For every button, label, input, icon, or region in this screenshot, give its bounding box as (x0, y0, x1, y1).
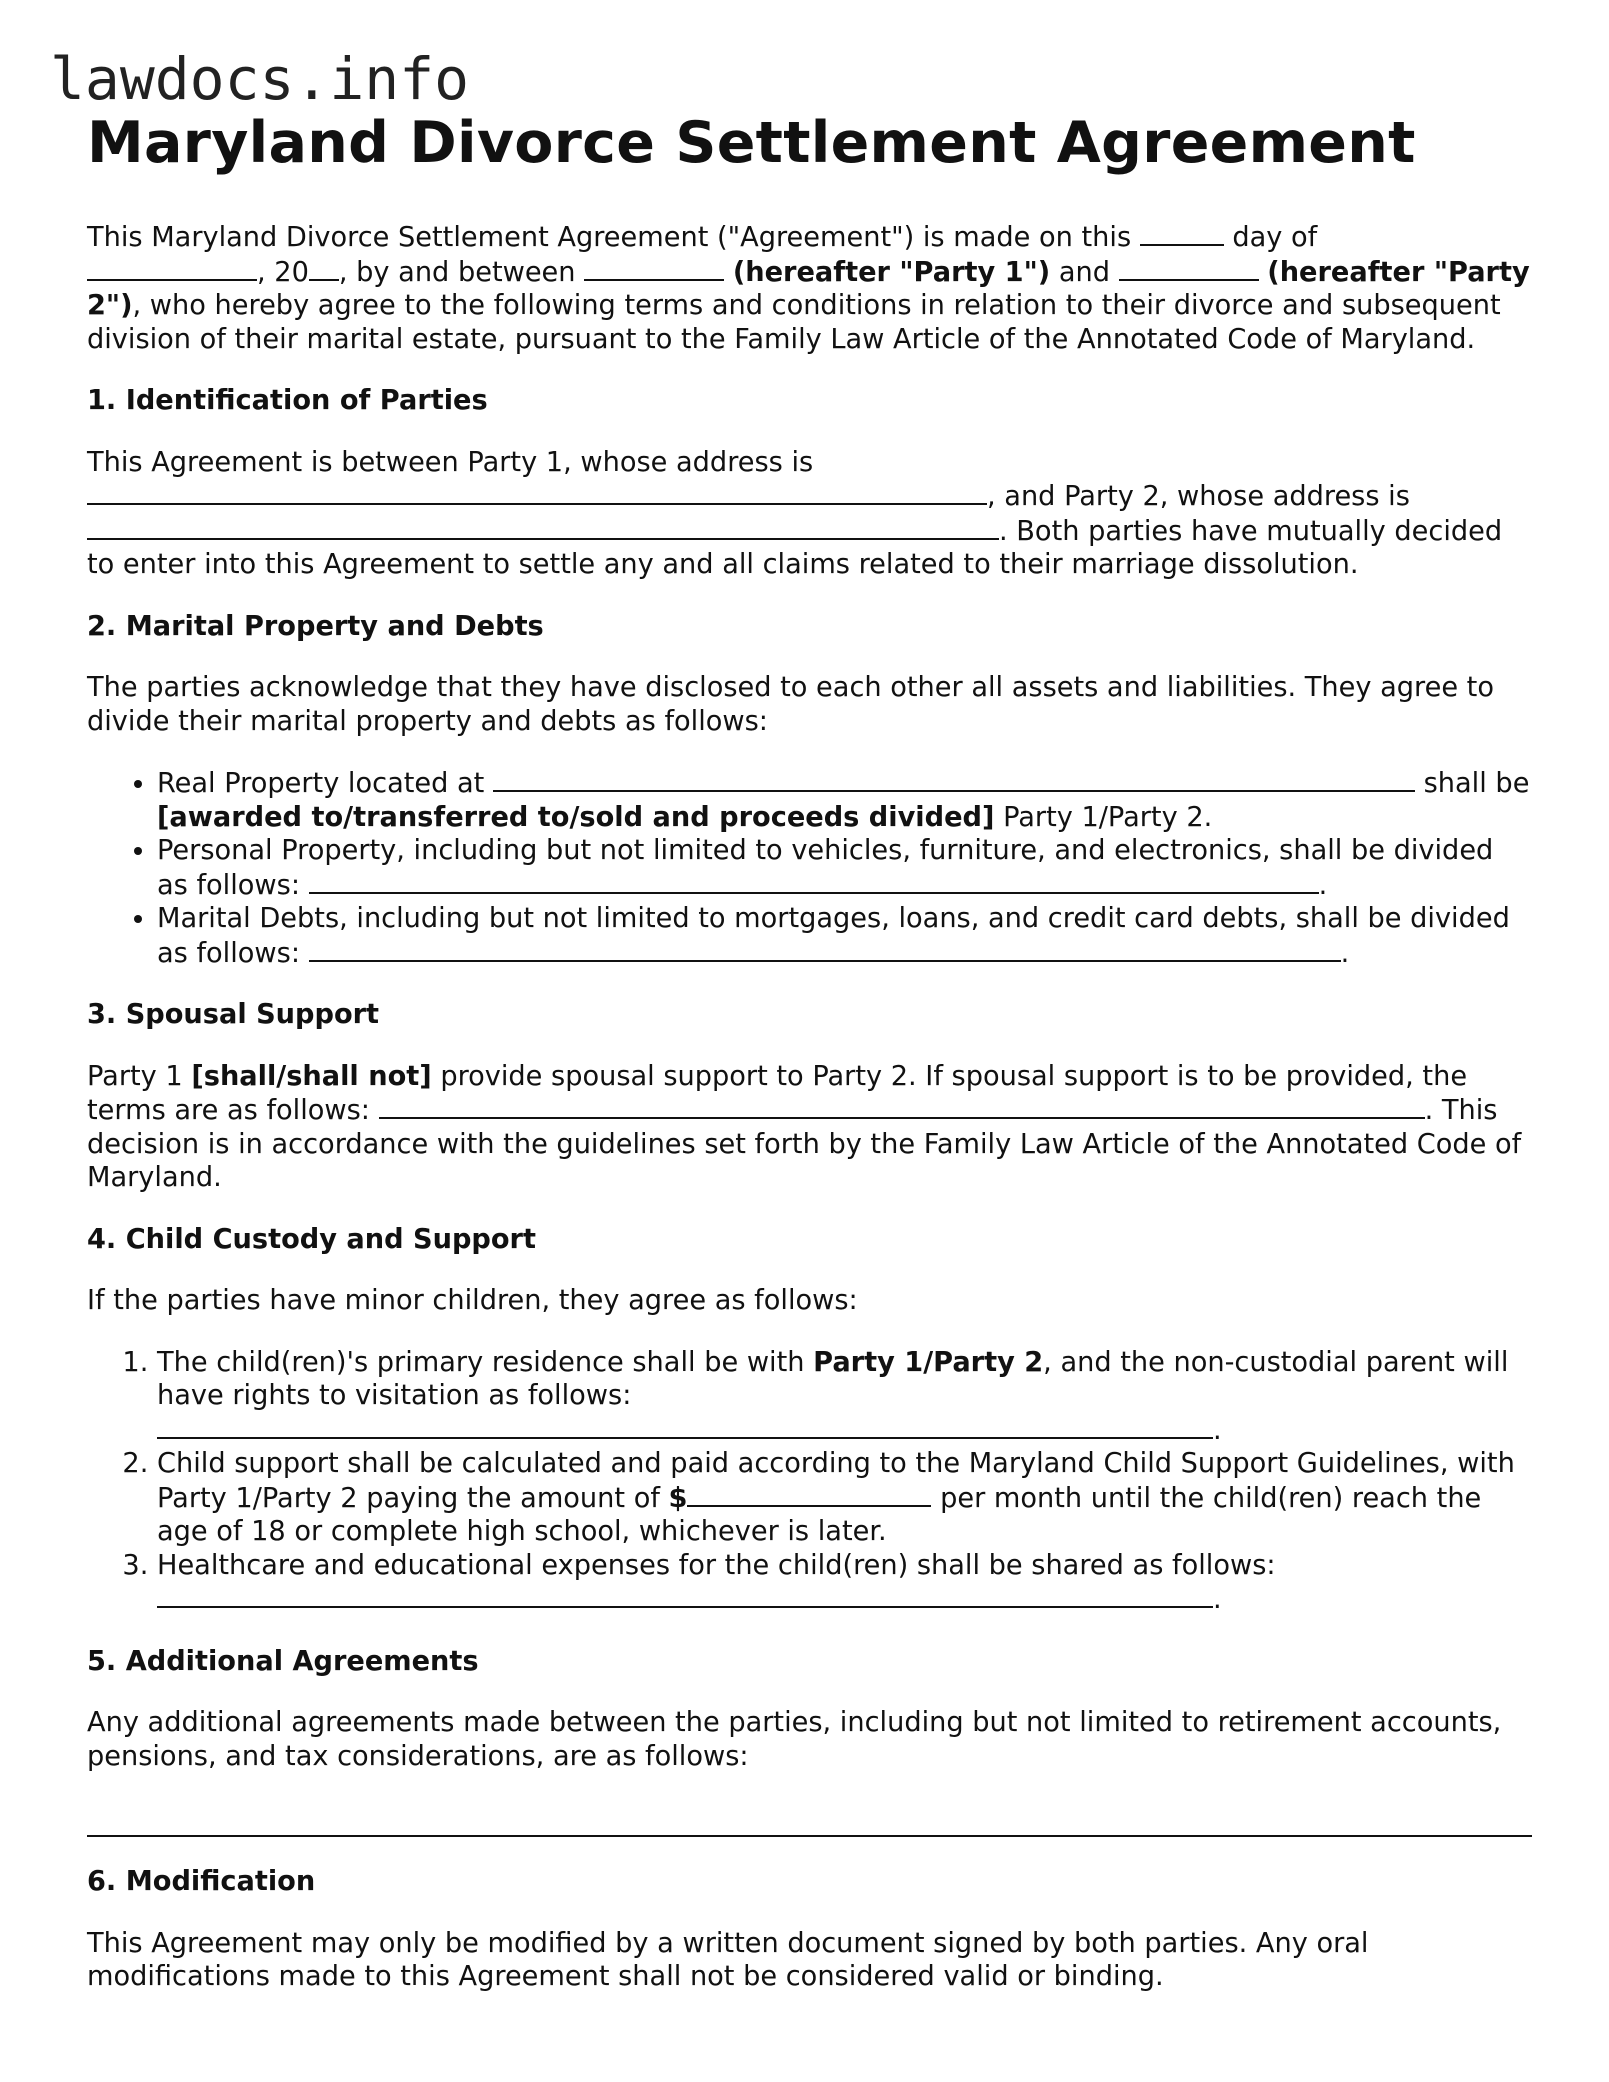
additional-agreements-blank[interactable] (87, 1835, 1532, 1837)
section-4-heading: 4. Child Custody and Support (87, 1223, 536, 1255)
list-item: • Marital Debts, including but not limited to mortgages, loans, and credit card debts, shall be divided as follows: . (157, 902, 1532, 970)
watermark: lawdocs.info (50, 45, 470, 113)
section-5-heading: 5. Additional Agreements (87, 1645, 479, 1677)
intro-paragraph: This Maryland Divorce Settlement Agreement ("Agreement") is made on this day of , 20 , by and between (hereafter "Party 1") and (hereafter "Party 2"), who hereby agree to the following terms and conditions in relation to their divorce and subsequent division of their marital estate, pursuant to the Family Law Article of the Annotated Code of Maryland. (87, 222, 1530, 355)
list-item: 1. The child(ren)'s primary residence shall be with Party 1/Party 2, and the non-custodial parent will have rights to visitation as follows: . (157, 1346, 1532, 1448)
spousal-support-blank[interactable] (379, 1093, 1425, 1119)
party1-address-blank[interactable] (87, 479, 987, 505)
section-2-heading: 2. Marital Property and Debts (87, 610, 544, 642)
month-blank[interactable] (87, 255, 257, 281)
section-1-heading: 1. Identification of Parties (87, 385, 488, 416)
section-2-paragraph: The parties acknowledge that they have disclosed to each other all assets and liabilities. They agree to divide their marital property and debts as follows: (87, 672, 1494, 737)
section-4-paragraph: If the parties have minor children, they agree as follows: (87, 1285, 858, 1316)
custody-list (87, 1346, 1532, 1617)
property-list (87, 766, 1532, 970)
document-page (87, 108, 1532, 1994)
section-6-paragraph: This Agreement may only be modified by a written document signed by both parties. Any oral modifications made to this Agreement shall not be considered valid or binding. (87, 1927, 1369, 1992)
personal-property-blank[interactable] (309, 868, 1319, 894)
day-blank[interactable] (1140, 220, 1224, 246)
section-3-paragraph: Party 1 [shall/shall not] provide spousal support to Party 2. If spousal support is to be provided, the terms are as follows: . This decision is in accordance with the guidelines set forth by the Family Law Article of the Annotated Code of Maryland. (87, 1060, 1522, 1193)
section-6-heading: 6. Modification (87, 1866, 316, 1897)
section-3-heading: 3. Spousal Support (87, 999, 380, 1030)
visitation-blank[interactable] (157, 1413, 1213, 1439)
list-item: 2. Child support shall be calculated and paid according to the Maryland Child Support Guidelines, with Party 1/Party 2 paying the amount of $ per month until the child(ren) reach the age of 18 or complete high school, whichever is later. (157, 1447, 1532, 1549)
list-item: 3. Healthcare and educational expenses for the child(ren) shall be shared as follows: . (157, 1549, 1532, 1617)
list-item: • Personal Property, including but not limited to vehicles, furniture, and electronics, shall be divided as follows: . (157, 834, 1532, 902)
expenses-blank[interactable] (157, 1582, 1213, 1608)
party1-name-blank[interactable] (584, 255, 724, 281)
document-title: Maryland Divorce Settlement Agreement (87, 110, 1416, 176)
section-1-paragraph: This Agreement is between Party 1, whose address is , and Party 2, whose address is . Both parties have mutually decided to enter into this Agreement to settle any and all claims related to their marriage dissolution. (87, 446, 1503, 580)
year-blank[interactable] (309, 255, 339, 281)
real-property-blank[interactable] (493, 766, 1415, 792)
party2-name-blank[interactable] (1119, 255, 1259, 281)
child-support-amount-blank[interactable] (687, 1481, 931, 1507)
marital-debts-blank[interactable] (309, 936, 1341, 962)
section-5-paragraph: Any additional agreements made between the parties, including but not limited to retirement accounts, pensions, and tax considerations, are as follows: (87, 1707, 1502, 1772)
list-item: • Real Property located at shall be [awarded to/transferred to/sold and proceeds divided] Party 1/Party 2. (157, 766, 1532, 834)
party2-address-blank[interactable] (87, 514, 999, 540)
